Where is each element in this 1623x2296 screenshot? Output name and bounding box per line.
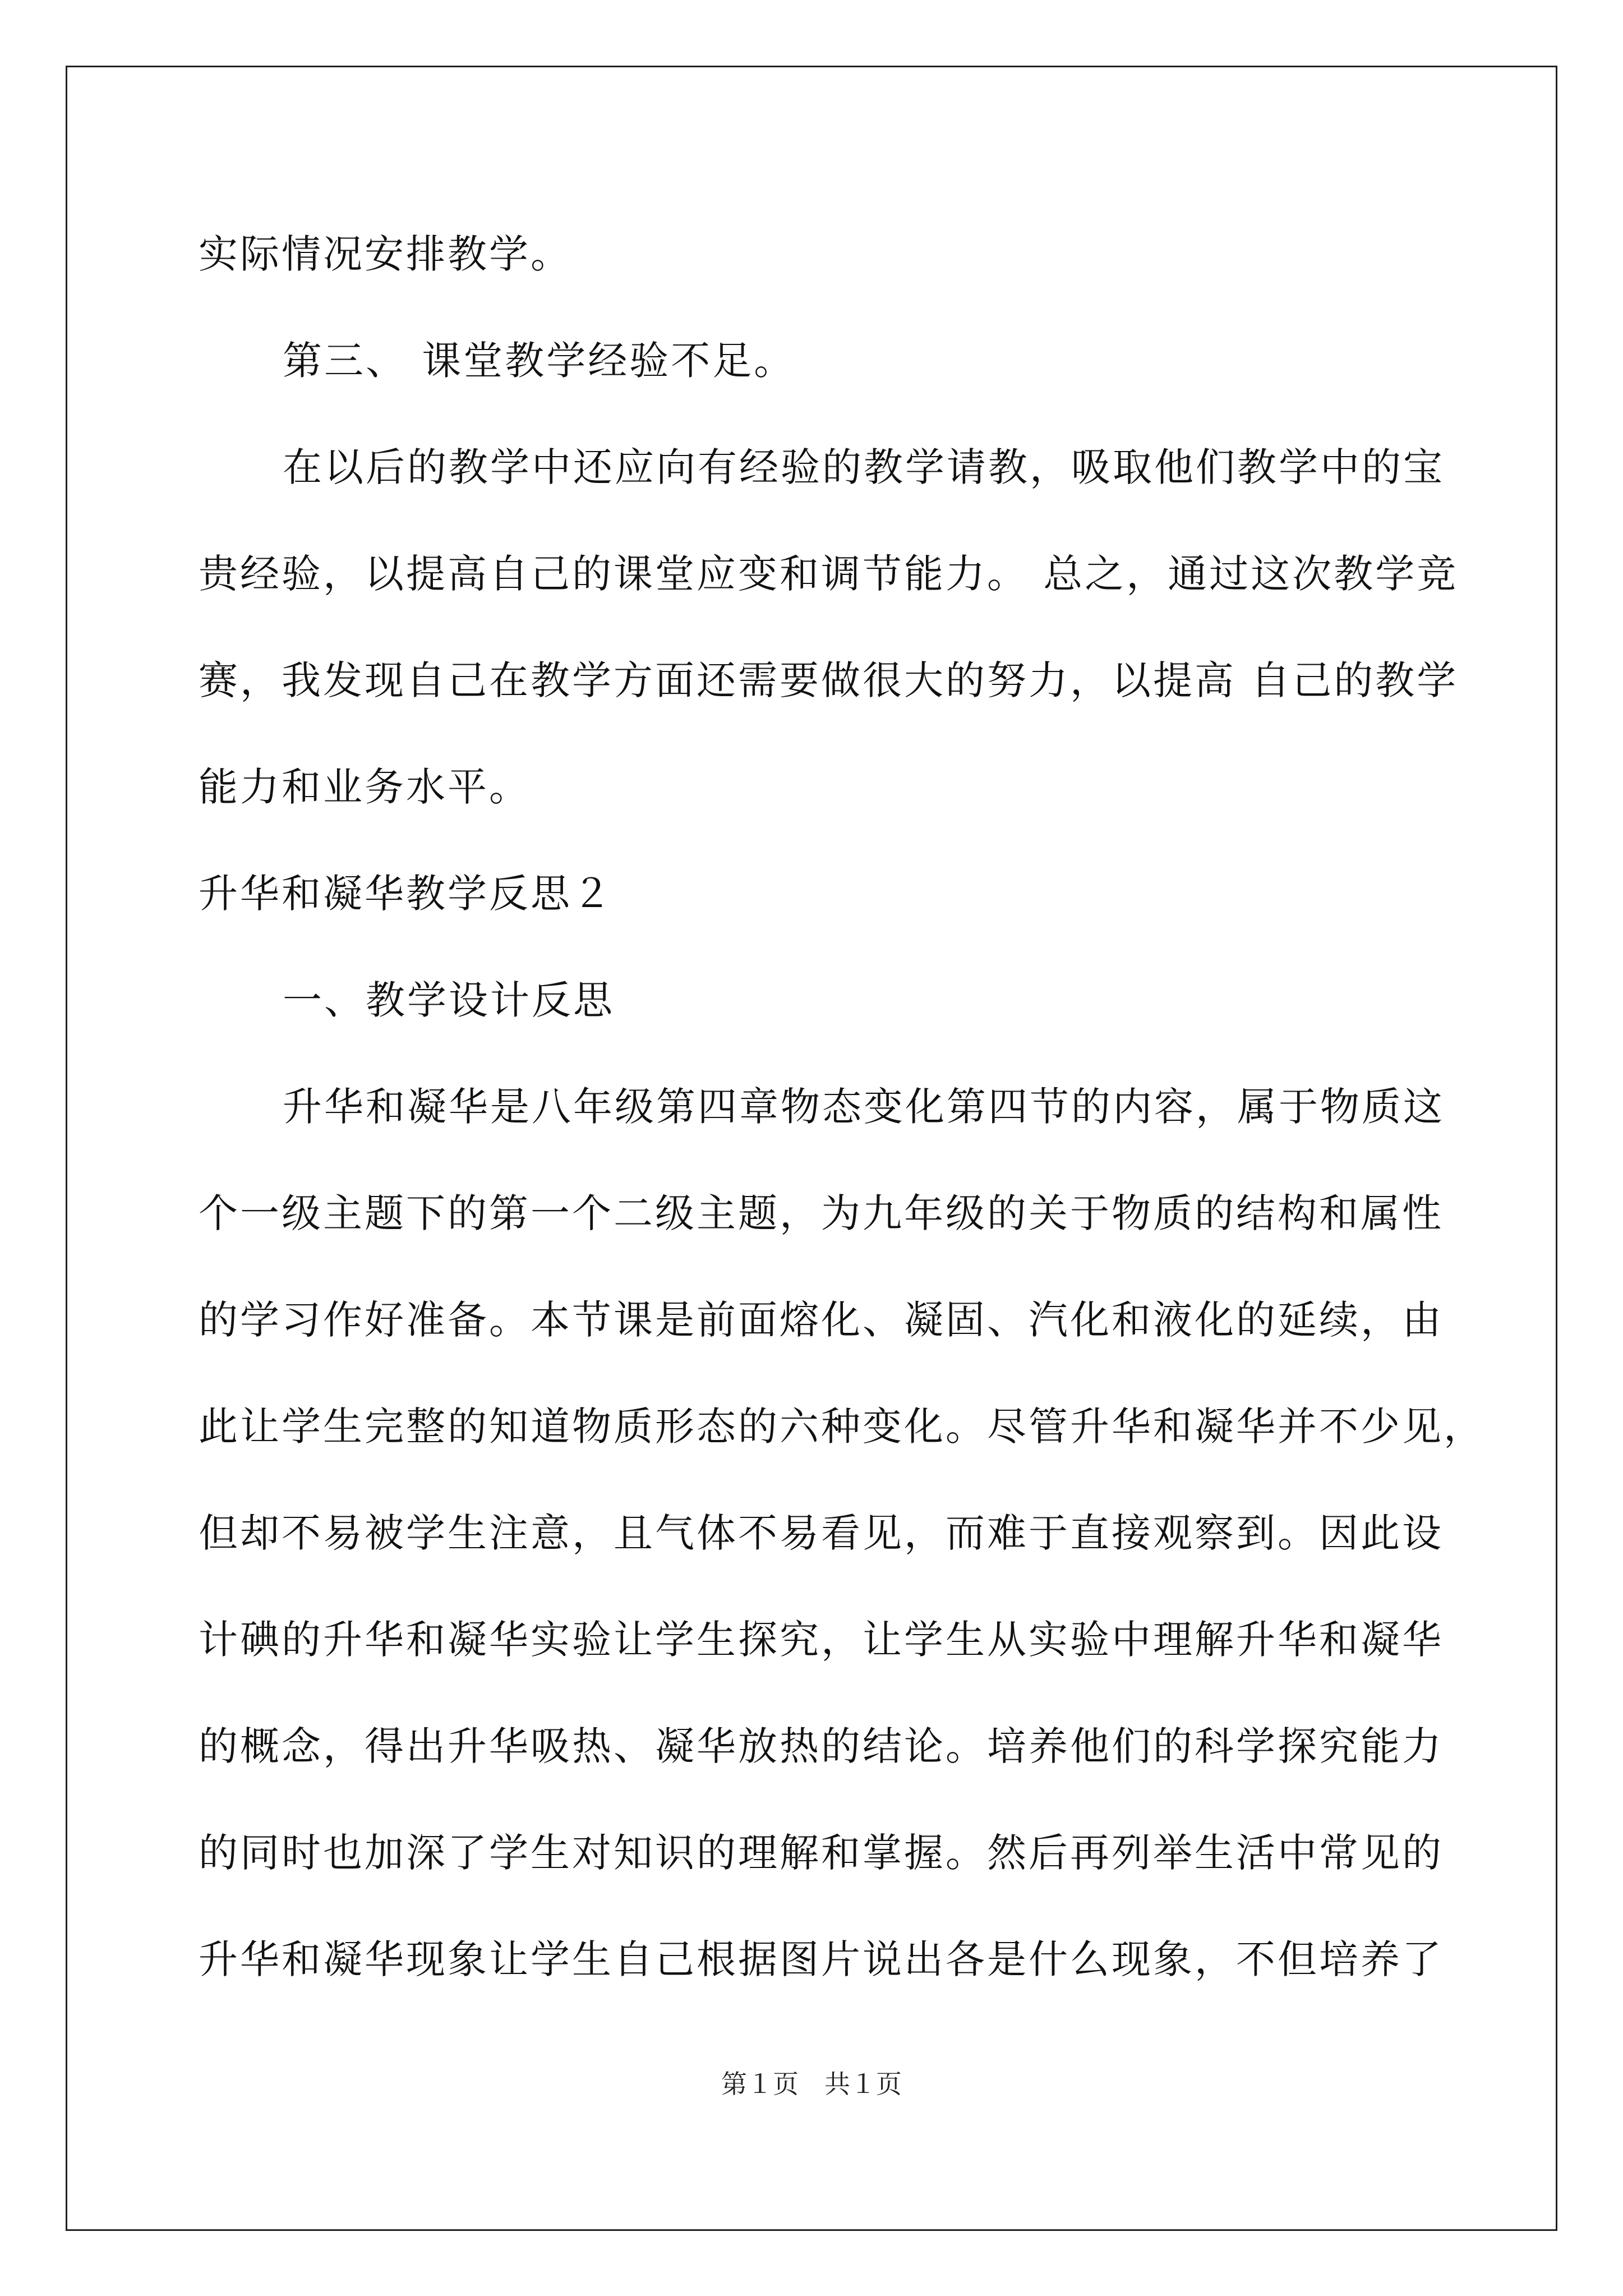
text-line: 实际情况安排教学。 — [199, 231, 572, 277]
text-line: 计碘的升华和凝华实验让学生探究，让学生从实验中理解升华和凝华 — [199, 1617, 1444, 1663]
text-line: 升华和凝华是八年级第四章物态变化第四节的内容，属于物质这 — [283, 1084, 1445, 1130]
text-line: 个一级主题下的第一个二级主题，为九年级的关于物质的结构和属性 — [199, 1190, 1444, 1236]
text-line: 赛，我发现自己在教学方面还需要做很大的努力，以提高 自己的教学 — [199, 657, 1459, 703]
subsection-heading: 一、教学设计反思 — [283, 977, 615, 1023]
page-footer: 第１页 共１页 — [721, 2069, 902, 2099]
text-line: 能力和业务水平。 — [199, 764, 531, 810]
text-line: 第三、 课堂教学经验不足。 — [283, 338, 796, 384]
text-line: 在以后的教学中还应向有经验的教学请教，吸取他们教学中的宝 — [283, 444, 1445, 490]
section-heading: 升华和凝华教学反思２ — [199, 871, 614, 917]
text-line: 的同时也加深了学生对知识的理解和掌握。然后再列举生活中常见的 — [199, 1830, 1444, 1876]
text-line: 此让学生完整的知道物质形态的六种变化。尽管升华和凝华并不少见， — [199, 1404, 1485, 1450]
text-line: 升华和凝华现象让学生自己根据图片说出各是什么现象，不但培养了 — [199, 1936, 1444, 1982]
text-line: 贵经验，以提高自己的课堂应变和调节能力。 总之，通过这次教学竞 — [199, 551, 1459, 597]
text-line: 的概念，得出升华吸热、凝华放热的结论。培养他们的科学探究能力 — [199, 1723, 1444, 1769]
text-line: 但却不易被学生注意，且气体不易看见，而难于直接观察到。因此设 — [199, 1510, 1444, 1556]
text-line: 的学习作好准备。本节课是前面熔化、凝固、汽化和液化的延续，由 — [199, 1297, 1444, 1343]
page-border — [66, 66, 1557, 2231]
